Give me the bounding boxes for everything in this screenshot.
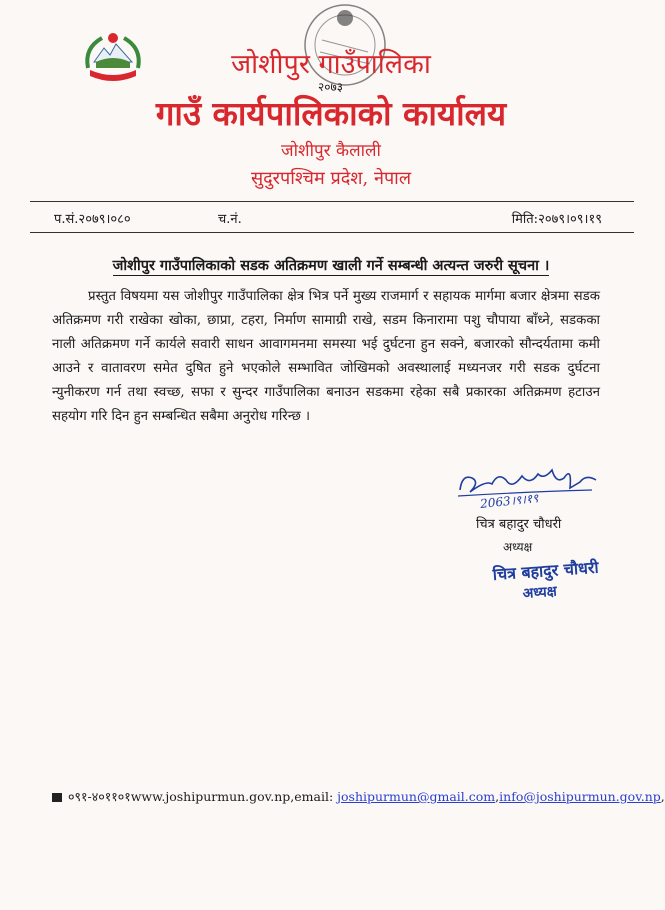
- stamp-title: अध्यक्ष: [522, 583, 558, 602]
- footer-email-info[interactable]: info@joshipurmun.gov.np: [499, 789, 661, 804]
- seal-year: २०७३: [318, 80, 343, 94]
- notice-subject: जोशीपुर गाउँपालिकाको सडक अतिक्रमण खाली गर्ने सम्बन्धी अत्यन्त जरुरी सूचना ।: [112, 257, 550, 274]
- signature-date: 2063।९।१९: [479, 490, 539, 512]
- footer-phone: ०९१-४०११०१: [68, 789, 131, 804]
- header-divider-bottom: [30, 232, 634, 233]
- phone-icon: [52, 793, 62, 802]
- office-province: सुदुरपश्चिम प्रदेश, नेपाल: [250, 168, 412, 189]
- municipality-name: जोशीपुर गाउँपालिका: [231, 49, 431, 80]
- header-divider-top: [30, 201, 634, 202]
- footer-email-gmail[interactable]: joshipurmun@gmail.com: [337, 789, 496, 804]
- dispatch-number: च.नं.: [218, 212, 242, 227]
- office-title: गाउँ कार्यपालिकाको कार्यालय: [155, 94, 507, 133]
- stamp-name: चित्र बहादुर चौधरी: [492, 557, 600, 584]
- footer-website[interactable]: www.joshipurmun.gov.np: [130, 789, 291, 804]
- footer-email-label: ,email:: [290, 789, 338, 804]
- signatory-name: चित्र बहादुर चौधरी: [476, 517, 562, 532]
- reference-number: प.सं.२०७९।०८०: [54, 212, 131, 227]
- footer-contact: [52, 788, 665, 805]
- office-location: जोशीपुर कैलाली: [281, 141, 381, 161]
- signatory-title: अध्यक्ष: [503, 540, 533, 554]
- letter-date: मिति:२०७९।०९।१९: [511, 212, 602, 227]
- notice-body: प्रस्तुत विषयमा यस जोशीपुर गाउँपालिका क्षेत्र भित्र पर्ने मुख्य राजमार्ग र सहायक मार्गमा बजार क्षेत्रमा सडक अतिक्रमण गरी राखेका खोका, छाप्रा, टहरा, निर्माण सामाग्री राखे, सडम किनारामा पशु चौपाया बाँध्ने, सडकका नाली अतिक्रमण गर्ने कार्यले सवारी साधन आवागमनमा समस्या भई दुर्घटना हुन सक्ने, बजारको सौन्दर्यतामा कमी आउने र वातावरण समेत दुषित हुने भएकोले सम्भावित जोखिमको अवस्थालाई मध्यनजर गरी सडक दुर्घटना न्युनीकरण गर्न तथा स्वच्छ, सफा र सुन्दर गाउँपालिका बनाउन सडकमा रहेका सबै प्रकारका अतिक्रमण हटाउन सहयोग गरि दिन हुन सम्बन्धित सबैमा अनुरोध गरिन्छ ।: [52, 289, 600, 424]
- footer-separator: ,: [495, 789, 500, 804]
- footer-trailing: ,: [660, 789, 665, 804]
